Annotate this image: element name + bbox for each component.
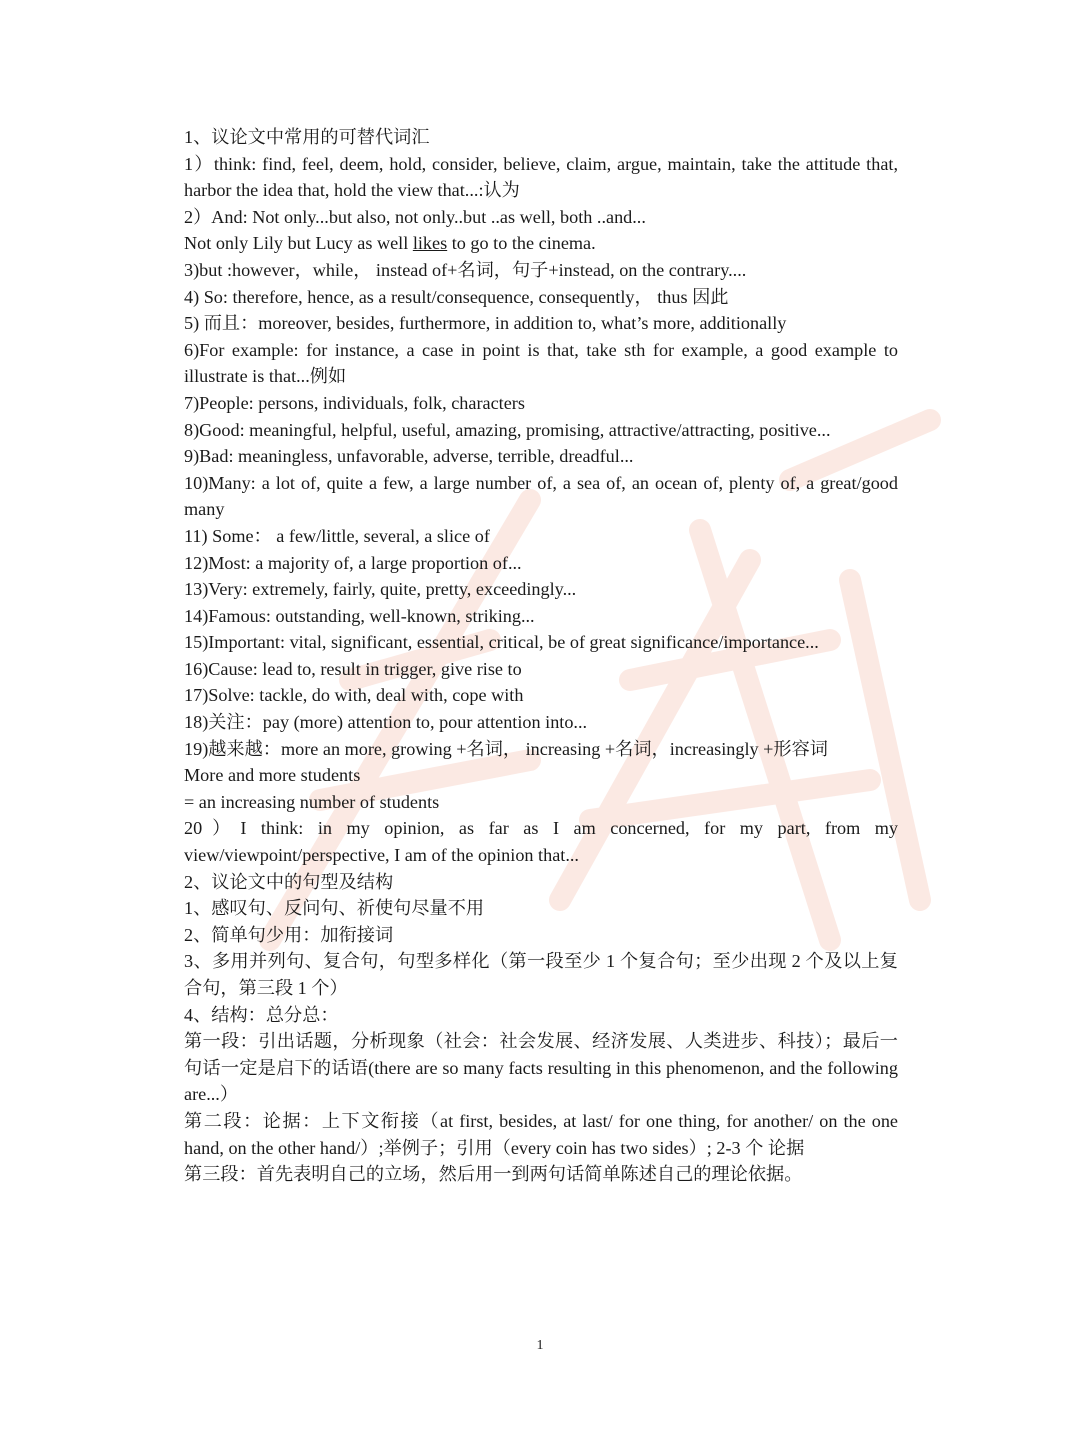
section-1-title: 1、议论文中常用的可替代词汇 (184, 127, 430, 147)
list-item: 2）And: Not only...but also, not only..but ..as well, both ..and... (184, 206, 646, 227)
list-item: 18)关注：pay (more) attention to, pour attention into... (184, 712, 588, 733)
paragraph-two-note: 第二段：论据：上下文衔接（at first, besides, at last/ for one thing, for another/ on the one hand, on the other hand/）;举例子；引用（every coin has two sides）; 2-3 个 论据 (184, 1110, 898, 1158)
structure-item: 2、简单句少用：加衔接词 (184, 924, 394, 945)
list-item: 14)Famous: outstanding, well-known, striking... (184, 605, 535, 626)
list-item: 15)Important: vital, significant, essential, critical, be of great significance/importance... (184, 632, 819, 653)
example-sentence (184, 230, 898, 257)
list-item: 16)Cause: lead to, result in trigger, give rise to (184, 658, 522, 679)
page-number: 1 (536, 1338, 544, 1353)
structure-item: 3、多用并列句、复合句，句型多样化（第一段至少 1 个复合句；至少出现 2 个及以上复合句，第三段 1 个） (184, 951, 898, 998)
list-item: 3)but :however，while， instead of+名词，句子+instead, on the contrary.... (184, 259, 747, 280)
underlined-word: likes (412, 233, 448, 254)
list-item: 5) 而且：moreover, besides, furthermore, in addition to, what’s more, additionally (184, 313, 787, 334)
list-item: 20）I think: in my opinion, as far as I am concerned, for my part, from my view/viewpoint/perspective, I am of the opinion that... (184, 818, 898, 866)
list-item: 4) So: therefore, hence, as a result/consequence, consequently， thus 因此 (184, 286, 729, 307)
example-text: Not only Lily but Lucy as well (184, 233, 413, 254)
list-item: 10)Many: a lot of, quite a few, a large number of, a sea of, an ocean of, plenty of, a great/good many (184, 472, 898, 520)
list-item: 17)Solve: tackle, do with, deal with, cope with (184, 685, 524, 706)
example-sentence: = an increasing number of students (184, 791, 440, 812)
paragraph-one-note: 第一段：引出话题，分析现象（社会：社会发展、经济发展、人类进步、科技）；最后一句话一定是启下的话语(there are so many facts resulting in this phenomenon, and the following are...） (184, 1031, 898, 1105)
example-sentence: More and more students (184, 765, 361, 786)
list-item: 6)For example: for instance, a case in point is that, take sth for example, a good example to illustrate is that...例如 (184, 339, 898, 387)
list-item: 8)Good: meaningful, helpful, useful, amazing, promising, attractive/attracting, positive... (184, 419, 831, 440)
structure-item: 1、感叹句、反问句、祈使句尽量不用 (184, 898, 485, 919)
list-item: 13)Very: extremely, fairly, quite, pretty, exceedingly... (184, 579, 577, 600)
list-item: 11) Some： a few/little, several, a slice of (184, 525, 490, 546)
list-item: 19)越来越：more an more, growing +名词， increasing +名词，increasingly +形容词 (184, 738, 828, 759)
section-2-title: 2、议论文中的句型及结构 (184, 871, 394, 892)
example-text: to go to the cinema. (447, 233, 596, 254)
document-body (184, 124, 898, 1188)
paragraph-three-note: 第三段：首先表明自己的立场，然后用一到两句话简单陈述自己的理论依据。 (184, 1164, 803, 1185)
structure-item: 4、结构：总分总： (184, 1004, 339, 1025)
list-item: 7)People: persons, individuals, folk, characters (184, 392, 525, 413)
list-item: 12)Most: a majority of, a large proportion of... (184, 552, 522, 573)
list-item: 1）think: find, feel, deem, hold, consider, believe, claim, argue, maintain, take the attitude that, harbor the idea that, hold the view that...:认为 (184, 153, 898, 201)
list-item: 9)Bad: meaningless, unfavorable, adverse, terrible, dreadful... (184, 446, 634, 467)
